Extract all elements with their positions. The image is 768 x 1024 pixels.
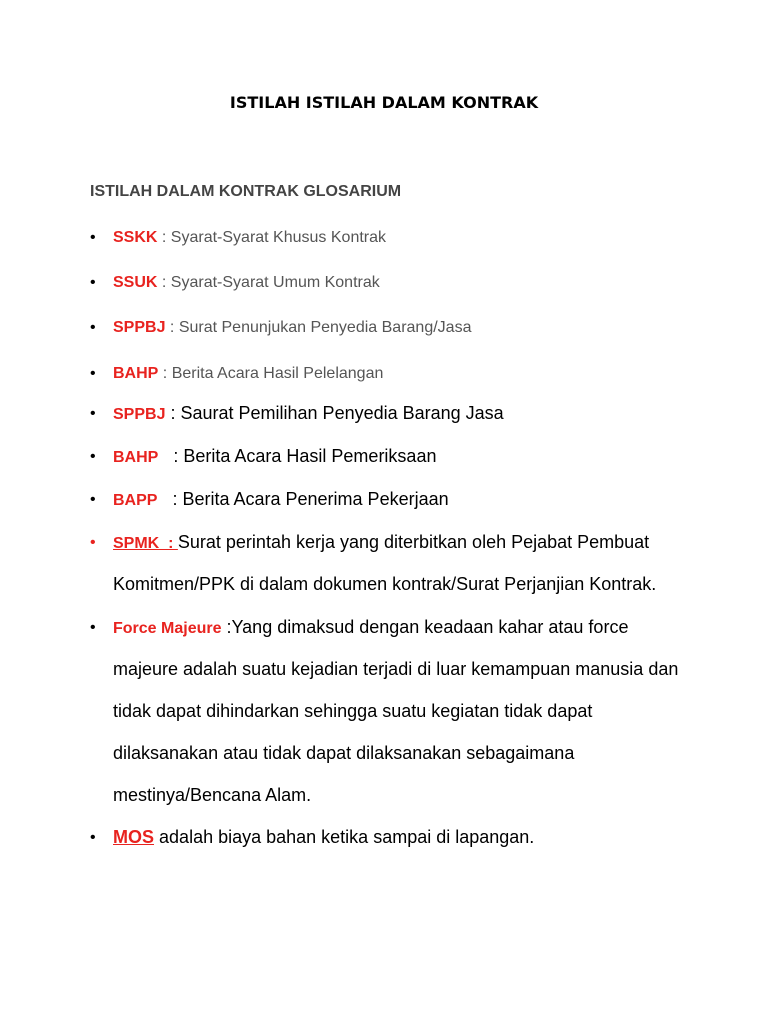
description-continuation: mestinya/Bencana Alam. bbox=[113, 785, 312, 805]
description: Surat perintah kerja yang diterbitkan oleh Pejabat Pembuat bbox=[177, 532, 650, 552]
description-continuation: majeure adalah suatu kejadian terjadi di luar kemampuan manusia dan bbox=[113, 659, 679, 679]
bullet-icon: • bbox=[90, 405, 96, 422]
bullet-icon: • bbox=[90, 534, 96, 551]
description: Berita Acara Penerima Pekerjaan bbox=[182, 489, 449, 509]
separator: : bbox=[165, 319, 179, 336]
description: Berita Acara Hasil Pemeriksaan bbox=[183, 446, 437, 466]
description: Berita Acara Hasil Pelelangan bbox=[171, 365, 384, 382]
description-continuation: dilaksanakan atau tidak dapat dilaksanakan sebagaimana bbox=[113, 743, 575, 763]
separator: : bbox=[221, 617, 232, 637]
description-continuation: tidak dapat dihindarkan sehingga suatu kegiatan tidak dapat bbox=[113, 701, 593, 721]
separator: : bbox=[158, 365, 172, 382]
term: SPPBJ bbox=[113, 406, 166, 423]
bullet-icon: • bbox=[90, 619, 96, 636]
description: Syarat-Syarat Umum Kontrak bbox=[170, 274, 380, 291]
bullet-icon: • bbox=[90, 365, 96, 382]
description: Yang dimaksud dengan keadaan kahar atau force bbox=[231, 617, 629, 637]
separator: : bbox=[157, 229, 171, 246]
bullet-icon: • bbox=[90, 229, 96, 246]
document-subtitle: ISTILAH DALAM KONTRAK GLOSARIUM bbox=[90, 183, 402, 200]
description-continuation: Komitmen/PPK di dalam dokumen kontrak/Surat Perjanjian Kontrak. bbox=[113, 574, 657, 594]
separator: : bbox=[157, 489, 183, 509]
description: Saurat Pemilihan Penyedia Barang Jasa bbox=[180, 403, 504, 423]
document-title: ISTILAH ISTILAH DALAM KONTRAK bbox=[229, 93, 539, 112]
bullet-icon: • bbox=[90, 319, 96, 336]
term: SPPBJ bbox=[113, 319, 166, 336]
term: BAHP bbox=[113, 449, 159, 466]
term: SSKK bbox=[113, 229, 158, 246]
separator: : bbox=[158, 446, 184, 466]
term: SSUK bbox=[113, 274, 158, 291]
separator: : bbox=[165, 403, 181, 423]
separator: : bbox=[157, 274, 171, 291]
description: Syarat-Syarat Khusus Kontrak bbox=[170, 229, 387, 246]
bullet-icon: • bbox=[90, 274, 96, 291]
description: Surat Penunjukan Penyedia Barang/Jasa bbox=[178, 319, 472, 336]
term: MOS bbox=[113, 827, 155, 847]
term: SPMK : bbox=[113, 535, 178, 552]
bullet-icon: • bbox=[90, 448, 96, 465]
description: adalah biaya bahan ketika sampai di lapangan. bbox=[159, 827, 535, 847]
bullet-icon: • bbox=[90, 829, 96, 846]
term: BAPP bbox=[113, 492, 158, 509]
term: Force Majeure bbox=[113, 620, 222, 637]
bullet-icon: • bbox=[90, 491, 96, 508]
term: BAHP bbox=[113, 365, 159, 382]
